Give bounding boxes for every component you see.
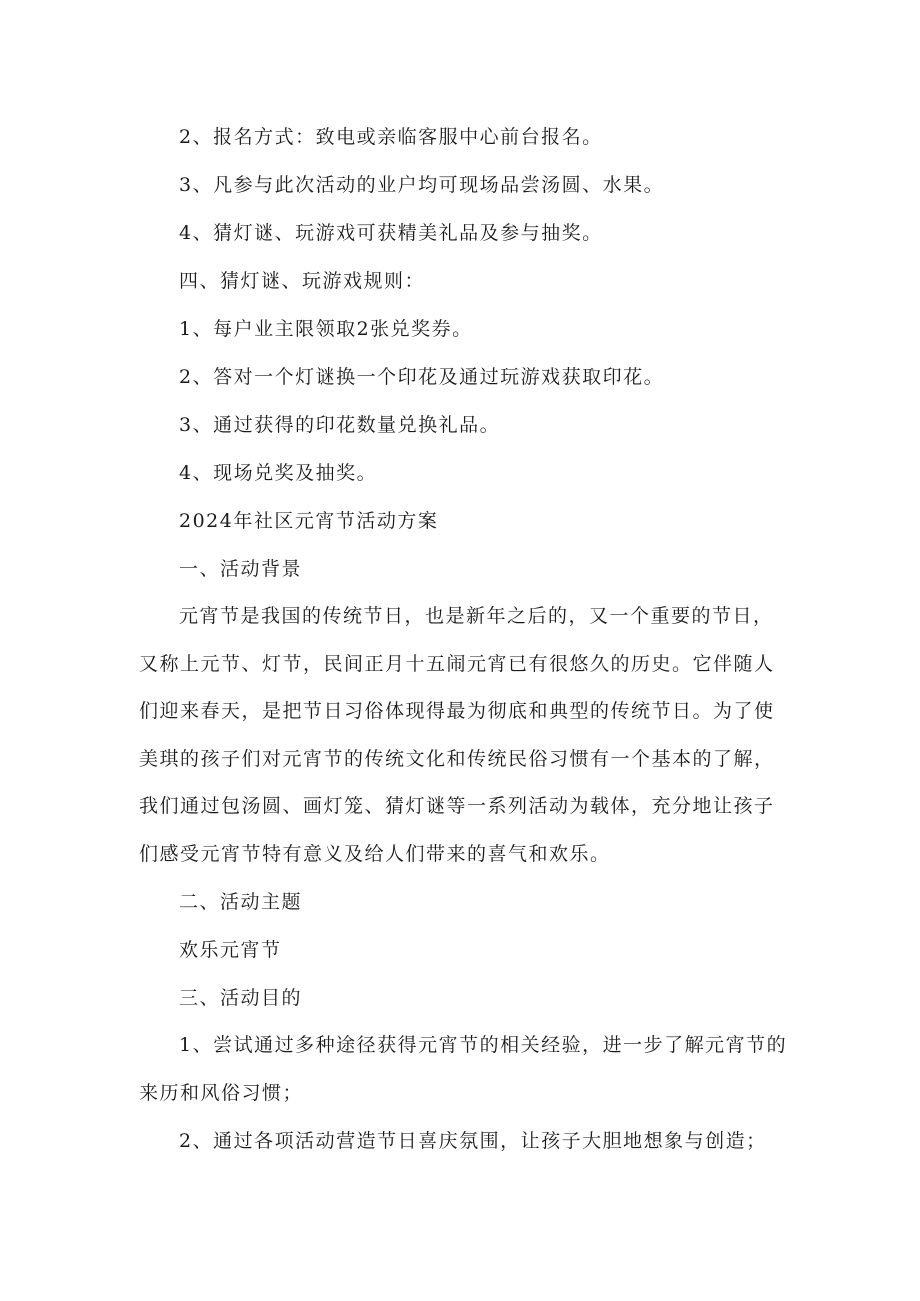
document-body — [139, 113, 789, 1165]
section-heading-theme: 二、活动主题 — [179, 891, 303, 913]
section-heading-purpose: 三、活动目的 — [179, 987, 303, 1009]
paragraph-rule-2: 2、答对一个灯谜换一个印花及通过玩游戏获取印花。 — [179, 366, 665, 388]
paragraph-signup-method: 2、报名方式：致电或亲临客服中心前台报名。 — [179, 126, 603, 148]
paragraph-rule-1: 1、每户业主限领取2张兑奖券。 — [179, 318, 473, 340]
paragraph-rule-4: 4、现场兑奖及抽奖。 — [179, 462, 378, 484]
paragraph-purpose-2: 2、通过各项活动营造节日喜庆氛围，让孩子大胆地想象与创造； — [179, 1130, 767, 1152]
paragraph-prizes: 4、猜灯谜、玩游戏可获精美礼品及参与抽奖。 — [179, 222, 603, 244]
paragraph-background: 元宵节是我国的传统节日，也是新年之后的，又一个重要的节日，又称上元节、灯节，民间正月十五闹元宵已有很悠久的历史。它伴随人们迎来春天，是把节日习俗体现得最为彻底和典型的传统节日。为了使美琪的孩子们对元宵节的传统文化和传统民俗习惯有一个基本的了解，我们通过包汤圆、画灯笼、猜灯谜等一系列活动为载体，充分地让孩子们感受元宵节特有意义及给人们带来的喜气和欢乐。 — [139, 605, 775, 865]
section-heading-background: 一、活动背景 — [179, 558, 303, 580]
document-title: 2024年社区元宵节活动方案 — [179, 510, 439, 532]
paragraph-taste-food: 3、凡参与此次活动的业户均可现场品尝汤圆、水果。 — [179, 174, 665, 196]
paragraph-purpose-1: 1、尝试通过多种途径获得元宵节的相关经验，进一步了解元宵节的来历和风俗习惯； — [139, 1034, 788, 1104]
section-heading-rules: 四、猜灯谜、玩游戏规则： — [179, 270, 426, 292]
paragraph-theme: 欢乐元宵节 — [179, 939, 282, 961]
paragraph-rule-3: 3、通过获得的印花数量兑换礼品。 — [179, 414, 501, 436]
